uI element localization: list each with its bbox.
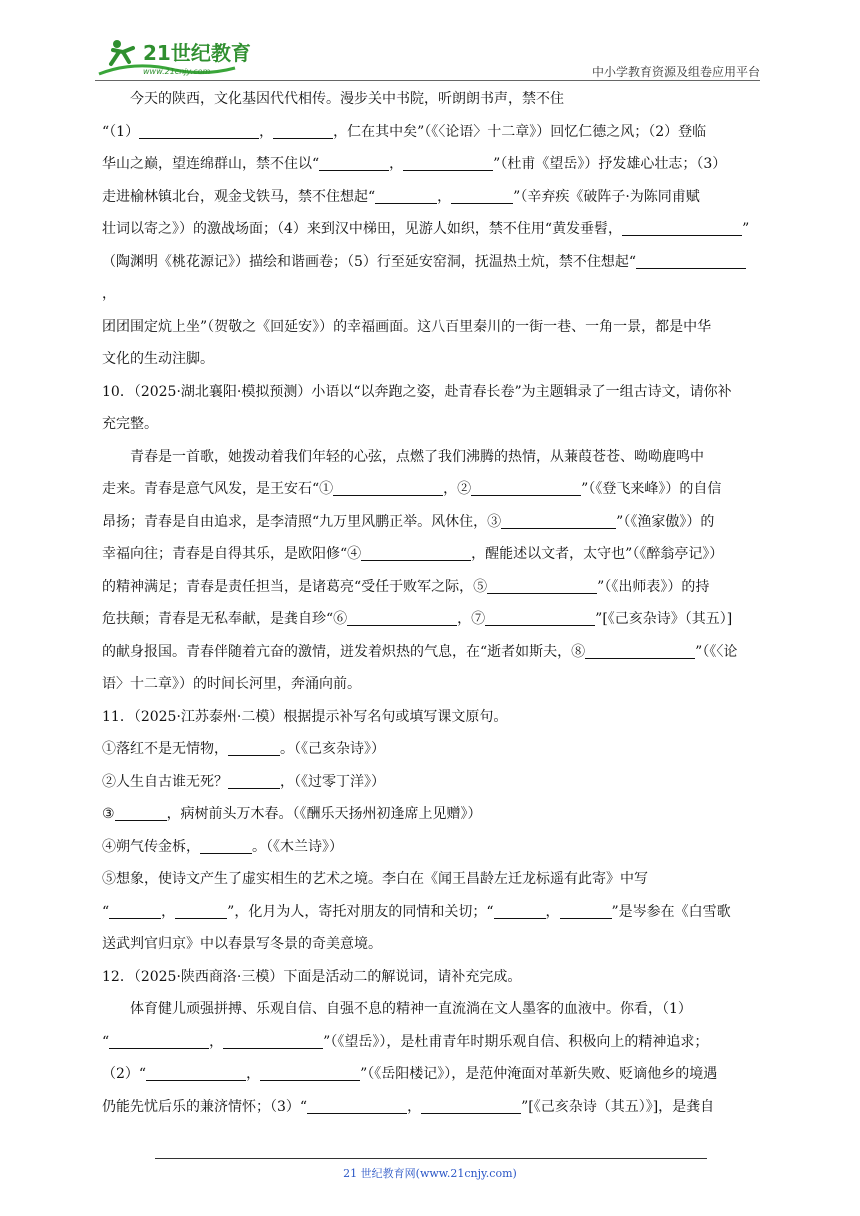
intro-line-7: 团团围定炕上坐”（贺敬之《回延安》）的幸福画面。这八百里秦川的一街一巷、一角一景，都是中华 — [102, 318, 712, 335]
q11-item-4: ④朔气传金柝， 。（《木兰诗》） — [102, 838, 343, 855]
intro-line-1: 今天的陕西，文化基因代代相传。漫步关中书院，听朗朗书声，禁不住 — [130, 91, 564, 107]
answer-blank[interactable] — [494, 902, 546, 919]
answer-blank[interactable] — [585, 642, 695, 659]
logo-text: 21世纪教育 — [143, 41, 251, 65]
intro-line-6: （陶渊明《桃花源记》）描绘和谐画卷；（5）行至延安窑洞，抚温热土炕，禁不住想起“， — [102, 246, 760, 311]
answer-blank[interactable] — [487, 577, 597, 594]
intro-line-2: “（1） ， ，仁在其中矣”（《〈论语〉十二章》）回忆仁德之风；（2）登临 — [102, 123, 707, 140]
q12-line-3: （2）“ ， ”（《岳阳楼记》），是范仲淹面对革新失败、贬谪他乡的境遇 — [102, 1066, 718, 1082]
answer-blank[interactable] — [421, 1097, 521, 1114]
page-header — [95, 30, 760, 82]
answer-blank[interactable] — [333, 479, 443, 496]
header-divider — [95, 80, 760, 81]
answer-blank[interactable] — [260, 1064, 360, 1081]
answer-blank[interactable] — [451, 187, 513, 204]
q12-line-1: 体育健儿顽强拼搏、乐观自信、自强不息的精神一直流淌在文人墨客的血液中。你看，（1） — [130, 1001, 692, 1017]
answer-blank[interactable] — [223, 1032, 323, 1049]
answer-blank[interactable] — [228, 739, 280, 756]
answer-blank[interactable] — [175, 902, 227, 919]
q10-line-1: 青春是一首歌，她拨动着我们年轻的心弦，点燃了我们沸腾的热情，从蒹葭苍苍、呦呦鹿鸣中 — [130, 448, 704, 465]
q12-line-4: 仍能先忧后乐的兼济情怀；（3）“ ， ”[《己亥杂诗（其五）》]，是龚自 — [102, 1098, 715, 1115]
question-10-title: 10．（2025·湖北襄阳·模拟预测）小语以“以奔跑之姿，赴青春长卷”为主题辑录了一组古诗文，请你补 — [102, 383, 732, 400]
q10-line-7: 的献身报国。青春伴随着亢奋的激情，迸发着炽热的气息，在“逝者如斯夫，⑧ ”（《〈论 — [102, 643, 738, 660]
q11-item-1: ①落红不是无情物， 。（《己亥杂诗》） — [102, 741, 385, 757]
answer-blank[interactable] — [115, 804, 167, 821]
answer-blank[interactable] — [636, 252, 746, 269]
answer-blank[interactable] — [560, 902, 612, 919]
question-11-title: 11．（2025·江苏泰州·二模）根据提示补写名句或填写课文原句。 — [102, 708, 508, 725]
intro-line-3: 华山之巅，望连绵群山，禁不住以“ ， ”（杜甫《望岳》）抒发雄心壮志；（3） — [102, 156, 727, 172]
q12-line-2: “ ， ”（《望岳》），是杜甫青年时期乐观自信、积极向上的精神追求； — [102, 1033, 709, 1050]
answer-blank[interactable] — [361, 544, 471, 561]
answer-blank[interactable] — [622, 219, 742, 236]
answer-blank[interactable] — [471, 479, 581, 496]
q11-item-5: ⑤想象，使诗文产生了虚实相生的艺术之境。李白在《闻王昌龄左迁龙标遥有此寄》中写 — [102, 871, 648, 887]
answer-blank[interactable] — [273, 122, 333, 139]
question-10-title-cont: 充完整。 — [102, 416, 158, 432]
answer-blank[interactable] — [347, 609, 457, 626]
intro-line-5: 壮词以寄之》）的激战场面；（4）来到汉中梯田，见游人如织，禁不住用“黄发垂髫， ” — [102, 221, 750, 237]
answer-blank[interactable] — [307, 1097, 407, 1114]
answer-blank[interactable] — [501, 512, 616, 529]
answer-blank[interactable] — [146, 1064, 246, 1081]
intro-line-8: 文化的生动注脚。 — [102, 351, 214, 367]
answer-blank[interactable] — [200, 837, 252, 854]
q11-item-5-cont: “ ， ”，化月为人，寄托对朋友的同情和关切；“ ， ”是岑参在《白雪歌 — [102, 903, 731, 920]
q11-item-2: ②人生自古谁无死？ ，（《过零丁洋》） — [102, 773, 385, 790]
question-12-title: 12．（2025·陕西商洛·三模）下面是活动二的解说词，请补充完成。 — [102, 968, 522, 985]
q10-line-5: 的精神满足；青春是责任担当，是诸葛亮“受任于败军之际，⑤ ”（《出师表》）的持 — [102, 578, 710, 595]
q10-line-2: 走来。青春是意气风发，是王安石“① ，② ”（《登飞来峰》）的自信 — [102, 481, 722, 497]
platform-name: 中小学教育资源及组卷应用平台 — [591, 65, 760, 79]
q10-line-8: 语〉十二章》）的时间长河里，奔涌向前。 — [102, 676, 361, 692]
q10-line-6: 危扶颠；青春是无私奉献，是龚自珍“⑥ ，⑦ ”[《己亥杂诗》（其五）] — [102, 611, 733, 627]
q10-line-4: 幸福向往；青春是自得其乐，是欧阳修“④ ，醒能述以文者，太守也”（《醉翁亭记》） — [102, 546, 724, 562]
answer-blank[interactable] — [375, 187, 437, 204]
answer-blank[interactable] — [109, 902, 161, 919]
q11-item-5-end: 送武判官归京》中以春景写冬景的奇美意境。 — [102, 936, 382, 952]
answer-blank[interactable] — [403, 154, 493, 171]
footer-divider — [155, 1158, 707, 1159]
answer-blank[interactable] — [485, 609, 595, 626]
q10-line-3: 昂扬；青春是自由追求，是李清照“九万里风鹏正举。风休住，③ ”（《渔家傲》）的 — [102, 513, 715, 530]
answer-blank[interactable] — [319, 154, 389, 171]
document-body — [102, 83, 760, 1123]
q11-item-3: ③ ，病树前头万木春。（《酬乐天扬州初逢席上见赠》） — [102, 806, 482, 822]
logo — [95, 30, 265, 80]
answer-blank[interactable] — [139, 122, 259, 139]
logo-url: www.21cnjy.com — [143, 67, 211, 76]
answer-blank[interactable] — [228, 772, 280, 789]
page-footer: 21 世纪教育网(www.21cnjy.com) — [343, 1167, 517, 1180]
answer-blank[interactable] — [109, 1032, 209, 1049]
intro-line-4: 走进榆林镇北台，观金戈铁马，禁不住想起“ ， ”（辛弃疾《破阵子·为陈同甫赋 — [102, 188, 700, 205]
